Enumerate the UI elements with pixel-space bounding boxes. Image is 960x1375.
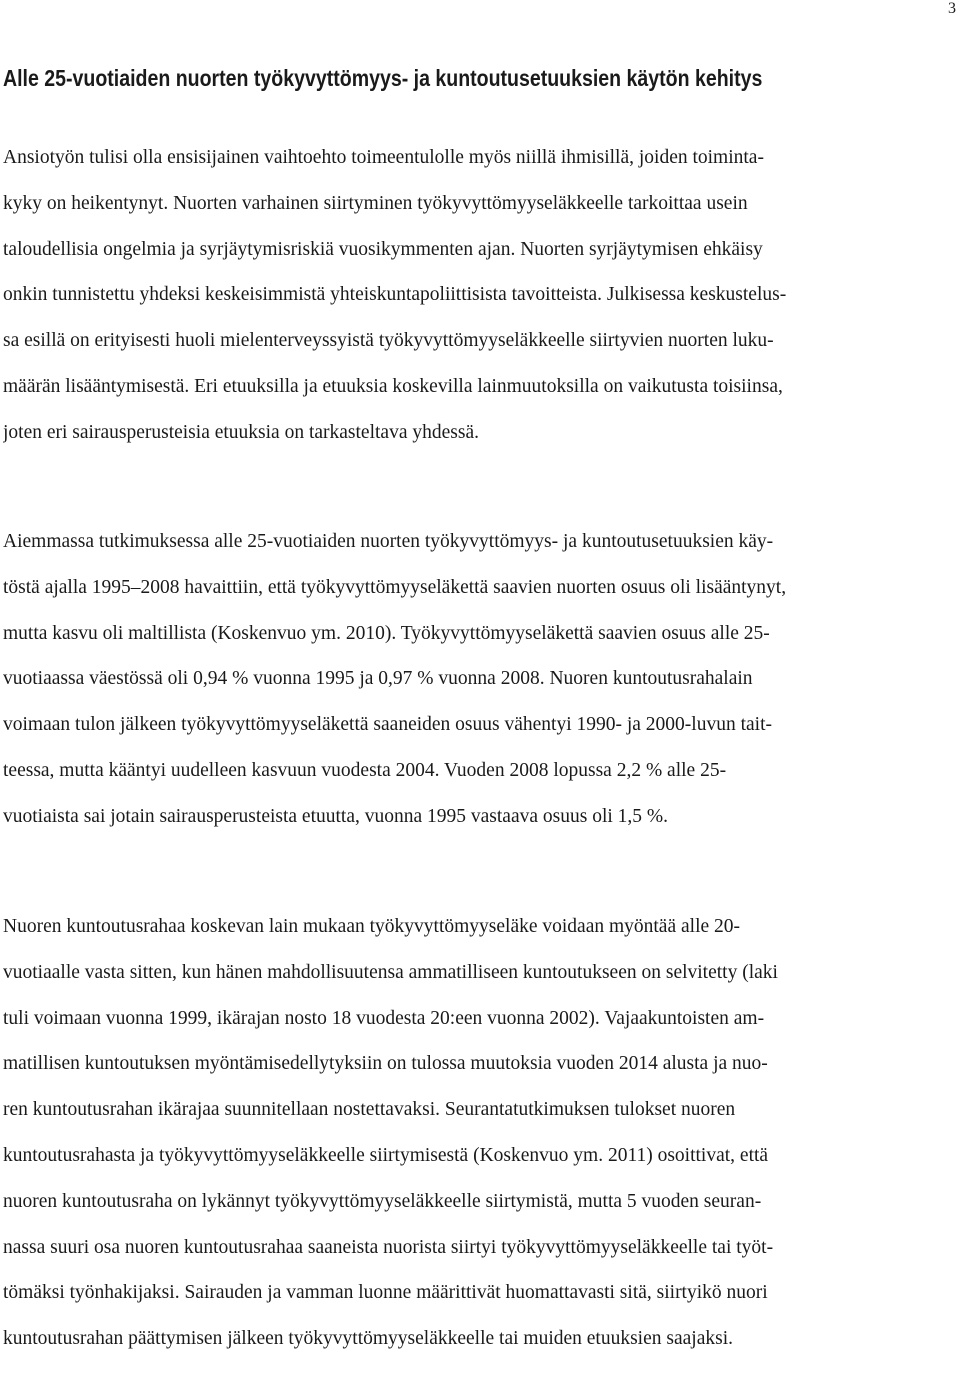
paragraph-line: kuntoutusrahan päättymisen jälkeen työkyvyttömyyseläkkeelle tai muiden etuuksien saajaksi. xyxy=(3,1328,733,1350)
paragraph-line: Nuoren kuntoutusrahaa koskevan lain mukaan työkyvyttömyyseläke voidaan myöntää alle 20- xyxy=(3,916,741,937)
paragraph-line: nuoren kuntoutusraha on lykännyt työkyvyttömyyseläkkeelle siirtymistä, mutta 5 vuoden seuran- xyxy=(3,1190,762,1212)
paragraph-line: ren kuntoutusrahan ikärajaa suunnitellaan nostettavaksi. Seurantatutkimuksen tulokset nuoren xyxy=(3,1099,736,1121)
paragraph-line: tömäksi työnhakijaksi. Sairauden ja vamman luonne määrittivät huomattavasti sitä, siirtyikö nuori xyxy=(3,1282,768,1304)
paragraph-line: määrän lisääntymisestä. Eri etuuksilla ja etuuksia koskevilla lainmuutoksilla on vaikutusta toisiinsa, xyxy=(3,375,783,397)
paragraph-line: sa esillä on erityisesti huoli mielenterveyssyistä työkyvyttömyyseläkkeelle siirtyvien nuorten luku- xyxy=(3,330,774,352)
page-number: 3 xyxy=(948,0,956,17)
paragraph-line: töstä ajalla 1995–2008 havaittiin, että työkyvyttömyyseläkettä saavien nuorten osuus oli lisääntynyt, xyxy=(3,576,787,598)
paragraph-2 xyxy=(3,519,956,840)
paragraph-line: Aiemmassa tutkimuksessa alle 25-vuotiaiden nuorten työkyvyttömyys- ja kuntoutusetuuksien käy- xyxy=(3,531,774,552)
paragraph-line: kuntoutusrahasta ja työkyvyttömyyseläkkeelle siirtymisestä (Koskenvuo ym. 2011) osoittivat, että xyxy=(3,1144,769,1166)
paragraph-line: onkin tunnistettu yhdeksi keskeisimmistä yhteiskuntapoliittisista tavoitteista. Julkisessa keskustelus- xyxy=(3,284,787,306)
paragraph-line: tuli voimaan vuonna 1999, ikärajan nosto 18 vuodesta 20:een vuonna 2002). Vajaakuntoisten am- xyxy=(3,1007,765,1029)
paragraph-line: vuotiaassa väestössä oli 0,94 % vuonna 1995 ja 0,97 % vuonna 2008. Nuoren kuntoutusrahalain xyxy=(3,668,753,690)
paragraph-line: kyky on heikentynyt. Nuorten varhainen siirtyminen työkyvyttömyyseläkkeelle tarkoittaa usein xyxy=(3,192,748,214)
section-heading: Alle 25-vuotiaiden nuorten työkyvyttömyys- ja kuntoutusetuuksien käytön kehitys xyxy=(3,65,763,91)
paragraph-line: nassa suuri osa nuoren kuntoutusrahaa saaneista nuorista siirtyi työkyvyttömyyseläkkeelle tai työt- xyxy=(3,1236,774,1258)
paragraph-line: voimaan tulon jälkeen työkyvyttömyyseläkettä saaneiden osuus vähentyi 1990- ja 2000-luvun tait- xyxy=(3,714,772,736)
paragraph-line: taloudellisia ongelmia ja syrjäytymisriskiä vuosikymmenten ajan. Nuorten syrjäytymisen ehkäisy xyxy=(3,238,763,260)
paragraph-line: joten eri sairausperusteisia etuuksia on tarkasteltava yhdessä. xyxy=(3,421,479,443)
paragraph-3 xyxy=(3,904,956,1362)
paragraph-line: matillisen kuntoutuksen myöntämisedellytyksiin on tulossa muutoksia vuoden 2014 alusta ja nuo- xyxy=(3,1053,768,1075)
paragraph-1 xyxy=(3,135,956,456)
paragraph-line: Ansiotyön tulisi olla ensisijainen vaihtoehto toimeentulolle myös niillä ihmisillä, joiden toiminta- xyxy=(3,147,764,168)
paragraph-line: mutta kasvu oli maltillista (Koskenvuo ym. 2010). Työkyvyttömyyseläkettä saavien osuus alle 25- xyxy=(3,622,770,644)
paragraph-line: vuotiaista sai jotain sairausperusteista etuutta, vuonna 1995 vastaava osuus oli 1,5 %. xyxy=(3,805,669,827)
paragraph-line: teessa, mutta kääntyi uudelleen kasvuun vuodesta 2004. Vuoden 2008 lopussa 2,2 % alle 25- xyxy=(3,759,727,781)
paragraph-line: vuotiaalle vasta sitten, kun hänen mahdollisuutensa ammatilliseen kuntoutukseen on selvitetty (laki xyxy=(3,961,778,983)
